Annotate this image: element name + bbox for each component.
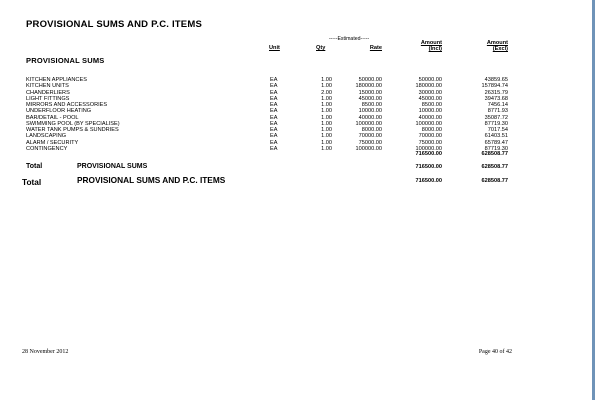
- item-qty: 1.00: [321, 102, 332, 108]
- grand-total-amount-incl: 716500.00: [415, 178, 442, 184]
- item-unit: EA: [270, 89, 278, 96]
- item-amount-excl: 35087.72: [484, 114, 508, 121]
- items-table: [0, 77, 600, 152]
- item-qty: 1.00: [321, 139, 332, 146]
- item-unit: EA: [270, 114, 278, 121]
- item-amount-incl: 100000.00: [415, 120, 442, 127]
- item-rate: 100000.00: [355, 120, 382, 127]
- item-amount-excl: 61403.51: [484, 133, 508, 140]
- item-rate: 40000.00: [358, 114, 382, 121]
- item-qty: 1.00: [321, 114, 332, 121]
- item-description: UNDERFLOOR HEATING: [26, 108, 92, 115]
- item-amount-incl: 8000.00: [421, 127, 442, 133]
- item-rate: 10000.00: [358, 108, 382, 115]
- column-header-qty: Qty: [316, 45, 326, 51]
- item-qty: 1.00: [321, 83, 332, 90]
- item-unit: EA: [270, 133, 278, 140]
- item-amount-excl: 7456.14: [487, 102, 508, 108]
- item-amount-incl: 45000.00: [418, 95, 442, 102]
- item-description: MIRRORS AND ACCESSORIES: [26, 102, 108, 108]
- item-description: KITCHEN APPLIANCES: [26, 77, 87, 83]
- footer-page-number: Page 40 of 42: [478, 349, 512, 355]
- item-qty: 1.00: [321, 108, 332, 115]
- page-title: PROVISIONAL SUMS AND P.C. ITEMS: [26, 19, 202, 30]
- item-qty: 1.00: [321, 145, 332, 152]
- item-unit: EA: [270, 95, 278, 102]
- grand-total-amount-excl: 628508.77: [481, 178, 508, 184]
- item-unit: EA: [270, 127, 278, 133]
- item-description: KITCHEN UNITS: [26, 83, 69, 90]
- item-qty: 1.00: [321, 120, 332, 127]
- total-label: Total: [26, 163, 43, 170]
- item-description: CONTINGENCY: [26, 145, 68, 152]
- item-amount-incl: 40000.00: [418, 114, 442, 121]
- section-heading: PROVISIONAL SUMS: [26, 56, 105, 65]
- page-edge-rule: [592, 0, 595, 400]
- item-rate: 50000.00: [358, 77, 382, 83]
- total-amount-incl: 716500.00: [415, 164, 442, 170]
- item-amount-excl: 26315.79: [484, 89, 508, 96]
- footer-date: 28 November 2012: [22, 349, 69, 355]
- item-amount-excl: 39473.68: [484, 95, 508, 102]
- item-description: ALARM / SECURITY: [26, 139, 79, 146]
- item-rate: 8500.00: [361, 102, 382, 108]
- column-header-rate: Rate: [369, 45, 382, 51]
- item-qty: 1.00: [321, 77, 332, 83]
- item-rate: 15000.00: [358, 89, 382, 96]
- item-description: BAR/DETAIL - POOL: [26, 114, 79, 121]
- item-unit: EA: [270, 77, 278, 83]
- column-header-amount-excl: Amount (Excl): [486, 40, 508, 52]
- item-description: SWIMMING POOL (BY SPECIALISE): [26, 120, 120, 127]
- item-description: LANDSCAPING: [26, 133, 67, 140]
- column-header-amount-incl: Amount (Incl): [420, 40, 442, 52]
- subtotal-amount-incl: 716500.00: [415, 151, 442, 157]
- item-amount-incl: 50000.00: [418, 77, 442, 83]
- item-qty: 2.00: [321, 89, 332, 96]
- item-amount-incl: 75000.00: [418, 139, 442, 146]
- item-amount-excl: 8771.93: [487, 108, 508, 115]
- grand-total-name: PROVISIONAL SUMS AND P.C. ITEMS: [77, 175, 226, 185]
- item-amount-incl: 100000.00: [415, 145, 442, 152]
- grand-total-label: Total: [22, 177, 42, 187]
- item-amount-incl: 8500.00: [421, 102, 442, 108]
- item-amount-incl: 30000.00: [418, 89, 442, 96]
- total-amount-excl: 628508.77: [481, 164, 508, 170]
- item-unit: EA: [270, 120, 278, 127]
- item-unit: EA: [270, 139, 278, 146]
- item-unit: EA: [270, 145, 278, 152]
- item-amount-excl: 87719.30: [484, 145, 508, 152]
- item-rate: 75000.00: [358, 139, 382, 146]
- item-description: WATER TANK PUMPS & SUNDRIES: [26, 127, 119, 133]
- subtotal-amount-excl: 628508.77: [481, 151, 508, 157]
- item-amount-excl: 157894.74: [481, 83, 508, 90]
- table-row: [0, 146, 600, 152]
- item-description: CHANDERLIERS: [26, 89, 70, 96]
- item-amount-excl: 7017.54: [487, 127, 508, 133]
- item-amount-incl: 10000.00: [418, 108, 442, 115]
- item-rate: 70000.00: [358, 133, 382, 140]
- item-rate: 8000.00: [361, 127, 382, 133]
- item-description: LIGHT FITTINGS: [26, 95, 70, 102]
- item-rate: 180000.00: [355, 83, 382, 90]
- item-amount-incl: 180000.00: [415, 83, 442, 90]
- item-rate: 100000.00: [355, 145, 382, 152]
- item-rate: 45000.00: [358, 95, 382, 102]
- total-name: PROVISIONAL SUMS: [77, 163, 148, 170]
- estimated-header: -----Estimated-----: [328, 36, 370, 42]
- item-qty: 1.00: [321, 127, 332, 133]
- item-unit: EA: [270, 102, 278, 108]
- item-amount-excl: 43859.65: [484, 77, 508, 83]
- item-unit: EA: [270, 83, 278, 90]
- item-qty: 1.00: [321, 95, 332, 102]
- column-header-unit: Unit: [269, 45, 280, 51]
- item-amount-excl: 87719.30: [484, 120, 508, 127]
- item-amount-excl: 65789.47: [484, 139, 508, 146]
- item-unit: EA: [270, 108, 278, 115]
- item-amount-incl: 70000.00: [418, 133, 442, 140]
- item-qty: 1.00: [321, 133, 332, 140]
